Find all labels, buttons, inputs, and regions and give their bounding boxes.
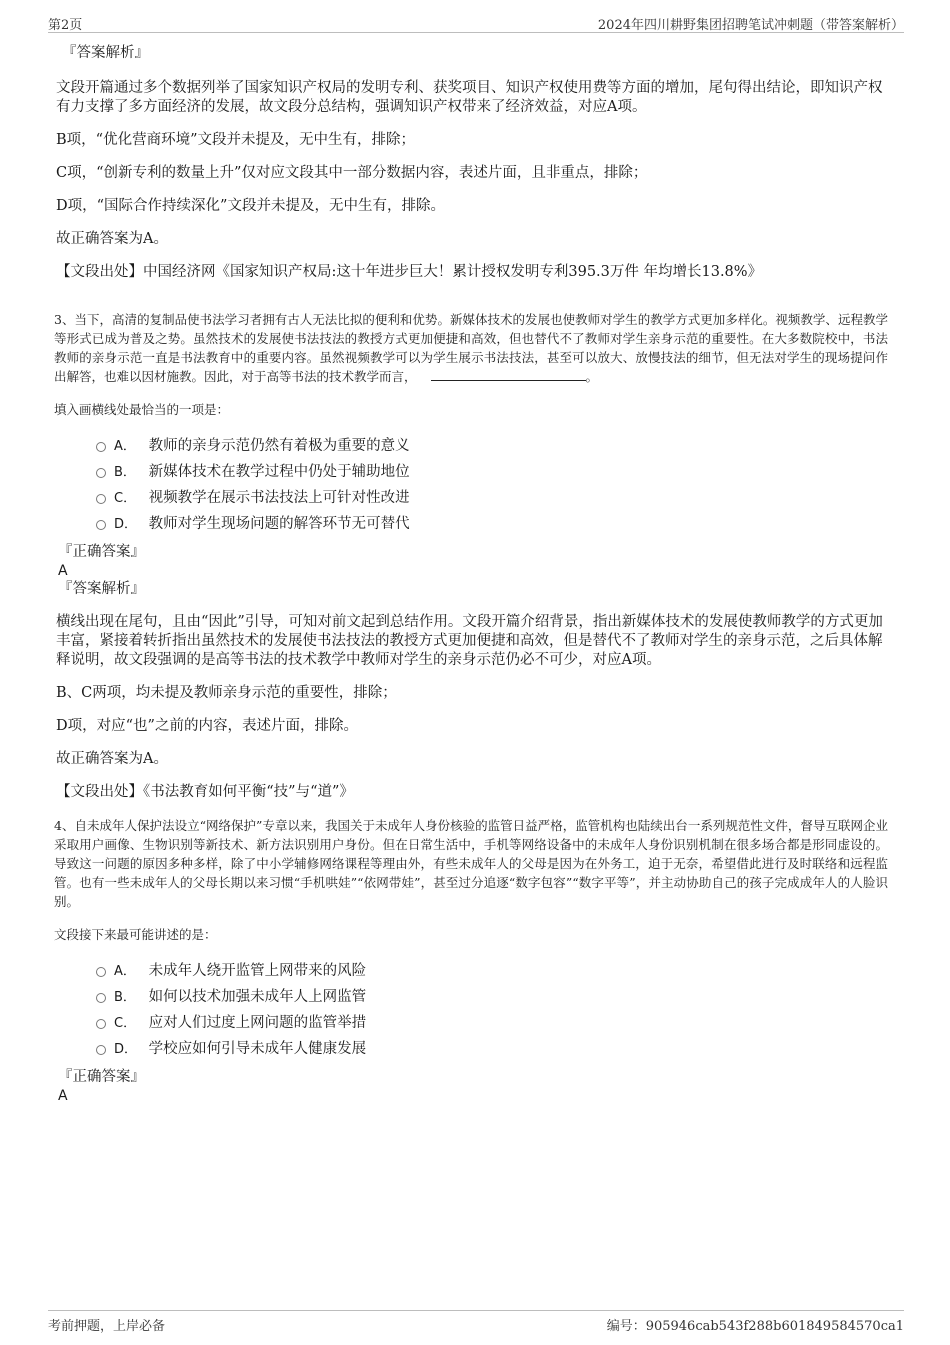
analysis-option-d: D项，“国际合作持续深化”文段并未提及，无中生有，排除。 bbox=[56, 198, 445, 214]
question-4-prompt: 文段接下来最可能讲述的是： bbox=[54, 927, 217, 942]
option-a[interactable]: A． 教师的亲身示范仍然有着极为重要的意义 bbox=[96, 433, 888, 459]
source-citation: 【文段出处】《书法教育如何平衡“技”与“道”》 bbox=[56, 784, 354, 800]
option-c[interactable]: C． 视频教学在展示书法技法上可针对性改进 bbox=[96, 485, 888, 511]
radio-icon[interactable] bbox=[96, 520, 106, 530]
fill-blank-line bbox=[431, 368, 586, 381]
question-3-stem bbox=[54, 310, 888, 386]
analysis-option-bc: B、C两项，均未提及教师亲身示范的重要性，排除； bbox=[56, 685, 397, 701]
page-content bbox=[56, 44, 888, 1105]
correct-answer: A bbox=[58, 563, 68, 579]
analysis-paragraph: 横线出现在尾句，且由“因此”引导，可知对前文起到总结作用。文段开篇介绍背景，指出新媒体技术的发展使教师教学的方式更加丰富，紧接着转折指出虽然技术的发展使书法技法的教授方式更加便捷和高效，但是替代不了教师对学生的亲身示范，之后具体解释说明，故文段强调的是高等书法的技术教学中教师对学生的亲身示范仍必不可少，对应A项。 bbox=[56, 614, 883, 668]
analysis-option-d: D项，对应“也”之前的内容，表述片面，排除。 bbox=[56, 718, 358, 734]
radio-icon[interactable] bbox=[96, 1019, 106, 1029]
source-citation: 【文段出处】中国经济网《国家知识产权局:这十年进步巨大！累计授权发明专利395.3万件 年均增长13.8%》 bbox=[56, 264, 763, 280]
correct-answer-tag: 『正确答案』 bbox=[58, 544, 145, 560]
document-id: 编号：905946cab543f288b601849584570ca1 bbox=[606, 1319, 904, 1334]
radio-icon[interactable] bbox=[96, 442, 106, 452]
option-d[interactable]: D． 学校应如何引导未成年人健康发展 bbox=[96, 1036, 888, 1062]
analysis-conclusion: 故正确答案为A。 bbox=[56, 751, 168, 767]
question-4-stem: 4、自未成年人保护法设立“网络保护”专章以来，我国关于未成年人身份核验的监管日益严格，监管机构也陆续出台一系列规范性文件，督导互联网企业采取用户画像、生物识别等新技术、新方法识别用户身份。但在日常生活中，手机等网络设备中的未成年人身份识别机制在很多场合都是形同虚设的。导致这一问题的原因多种多样，除了中小学辅修网络课程等理由外，有些未成年人的父母是因为在外务工，迫于无奈，希望借此进行及时联络和远程监管。也有一些未成年人的父母长期以来习惯“手机哄娃”“依网带娃”，甚至过分追逐“数字包容”“数字平等”，并主动协助自己的孩子完成成年人的人脸识别。 bbox=[54, 818, 888, 909]
radio-icon[interactable] bbox=[96, 494, 106, 504]
option-b[interactable]: B． 如何以技术加强未成年人上网监管 bbox=[96, 984, 888, 1010]
correct-answer: A bbox=[58, 1088, 68, 1104]
option-d[interactable]: D． 教师对学生现场问题的解答环节无可替代 bbox=[96, 511, 888, 537]
question-3-text: 3、当下，高清的复制品使书法学习者拥有古人无法比拟的便利和优势。新媒体技术的发展也使教师对学生的教学方式更加多样化。视频教学、远程教学等形式已成为普及之势。虽然技术的发展使书法技法的教授方式更加便捷和高效，但也替代不了教师对学生亲身示范的重要性。在大多数院校中，书法教师的亲身示范一直是书法教育中的重要内容。虽然视频教学可以为学生展示书法技法，甚至可以放大、放慢技法的细节，但无法对学生的现场提问作出解答，也难以因材施教。因此，对于高等书法的技术教学而言， bbox=[54, 312, 888, 384]
document-title: 2024年四川耕野集团招聘笔试冲刺题（带答案解析） bbox=[597, 18, 904, 33]
answer-analysis-tag: 『答案解析』 bbox=[58, 581, 145, 597]
analysis-conclusion: 故正确答案为A。 bbox=[56, 231, 168, 247]
answer-analysis-tag: 『答案解析』 bbox=[62, 45, 149, 61]
page-number: 第2页 bbox=[48, 18, 83, 33]
option-a[interactable]: A． 未成年人绕开监管上网带来的风险 bbox=[96, 958, 888, 984]
question-4-options bbox=[96, 958, 888, 1062]
analysis-option-c: C项，“创新专利的数量上升”仅对应文段其中一部分数据内容，表述片面，且非重点，排除； bbox=[56, 165, 648, 181]
option-b[interactable]: B． 新媒体技术在教学过程中仍处于辅助地位 bbox=[96, 459, 888, 485]
footer-slogan: 考前押题，上岸必备 bbox=[48, 1319, 166, 1334]
correct-answer-tag: 『正确答案』 bbox=[58, 1069, 145, 1085]
radio-icon[interactable] bbox=[96, 967, 106, 977]
question-3-end: 。 bbox=[585, 369, 599, 384]
radio-icon[interactable] bbox=[96, 993, 106, 1003]
radio-icon[interactable] bbox=[96, 468, 106, 478]
analysis-option-b: B项，“优化营商环境”文段并未提及，无中生有，排除； bbox=[56, 132, 415, 148]
page-footer bbox=[48, 1310, 904, 1333]
analysis-paragraph: 文段开篇通过多个数据列举了国家知识产权局的发明专利、获奖项目、知识产权使用费等方面的增加，尾句得出结论，即知识产权有力支撑了多方面经济的发展，故文段分总结构，强调知识产权带来了经济效益，对应A项。 bbox=[56, 80, 883, 115]
page-header bbox=[48, 12, 904, 33]
question-3-prompt: 填入画横线处最恰当的一项是： bbox=[54, 402, 230, 417]
radio-icon[interactable] bbox=[96, 1045, 106, 1055]
question-3-options bbox=[96, 433, 888, 537]
option-c[interactable]: C． 应对人们过度上网问题的监管举措 bbox=[96, 1010, 888, 1036]
